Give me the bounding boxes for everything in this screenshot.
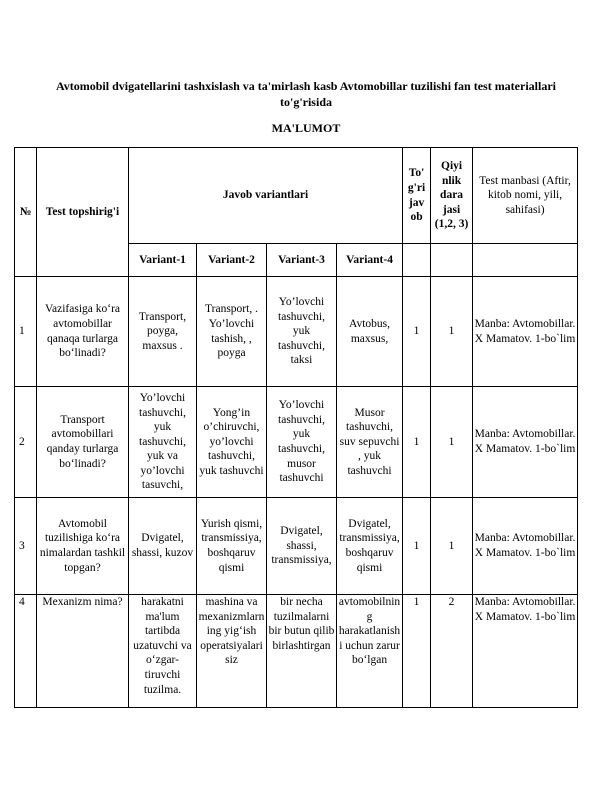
header-difficulty-text: Qiyi nlik dara jasi (1,2, 3): [434, 160, 469, 231]
header-empty-2: [431, 244, 473, 277]
row-num: 3: [15, 498, 37, 595]
test-table: [14, 147, 578, 708]
row-correct: 1: [403, 498, 431, 595]
row-variant-1: Dvigatel, shassi, kuzov: [129, 498, 197, 595]
row-correct: 1: [403, 277, 431, 387]
header-variant-4: Variant-4: [337, 244, 403, 277]
header-variant-1: Variant-1: [129, 244, 197, 277]
row-source: Manba: Avtomobillar. X Mamatov. 1-bo`lim: [473, 595, 578, 708]
row-variant-3: Yo’lovchi tashuvchi, yuk tashuvchi, taksi: [267, 277, 337, 387]
row-difficulty: 2: [431, 595, 473, 708]
document-subtitle: MA'LUMOT: [271, 121, 341, 135]
row-difficulty: 1: [431, 498, 473, 595]
header-empty-3: [473, 244, 578, 277]
row-variant-3: bir necha tuzilmalarni bir butun qilib birlashtirgan: [267, 595, 337, 708]
header-correct: To' g'ri jav ob: [403, 148, 431, 244]
row-source: Manba: Avtomobillar. X Mamatov. 1-bo`lim: [473, 277, 578, 387]
row-difficulty: 1: [431, 277, 473, 387]
row-variant-2: Transport, . Yo’lovchi tashish, , poyga: [197, 277, 267, 387]
row-source: Manba: Avtomobillar. X Mamatov. 1-bo`lim: [473, 387, 578, 498]
row-num: 4: [15, 595, 37, 708]
row-variant-2: mashina va mexanizmlarning yig‘ish operatsiyalarisiz: [197, 595, 267, 708]
row-variant-4: avtomobilning harakatlanishi uchun zarur bo‘lgan: [337, 595, 403, 708]
header-source: [473, 148, 578, 244]
row-task: Transport avtomobillari qanday turlarga bo‘linadi?: [37, 387, 129, 498]
table-row: [15, 595, 578, 708]
header-row: [15, 148, 578, 244]
table-row: [15, 387, 578, 498]
header-num: №: [15, 148, 37, 277]
table-row: [15, 498, 578, 595]
header-variant-3: Variant-3: [267, 244, 337, 277]
document-title: Avtomobil dvigatellarini tashxislash va ta'mirlash kasb Avtomobillar tuzilishi fan test materiallari to'g'risida: [55, 79, 556, 109]
row-num: 2: [15, 387, 37, 498]
header-variant-2: Variant-2: [197, 244, 267, 277]
row-task: Mexanizm nima?: [37, 595, 129, 708]
row-variant-2: Yurish qismi, transmissiya, boshqaruv qismi: [197, 498, 267, 595]
row-variant-3: Yo’lovchi tashuvchi, yuk tashuvchi, musor tashuvchi: [267, 387, 337, 498]
row-difficulty: 1: [431, 387, 473, 498]
header-empty-1: [403, 244, 431, 277]
header-difficulty: [431, 148, 473, 244]
row-variant-1: harakatni ma'lum tartibda uzatuvchi va o‘zgar-tiruvchi tuzilma.: [129, 595, 197, 708]
header-answers: Javob variantlari: [129, 148, 403, 244]
row-variant-4: Musor tashuvchi, suv sepuvchi , yuk tashuvchi: [337, 387, 403, 498]
header-source-text: Test manbasi (Aftir, kitob nomi, yili, sahifasi): [479, 174, 571, 216]
table-row: [15, 277, 578, 387]
header-task: Test topshirig'i: [37, 148, 129, 277]
row-task: Avtomobil tuzilishiga ko‘ra nimalardan tashkil topgan?: [37, 498, 129, 595]
row-num: 1: [15, 277, 37, 387]
row-variant-4: Avtobus, maxsus,: [337, 277, 403, 387]
row-correct: 1: [403, 595, 431, 708]
row-variant-1: Transport, poyga, maxsus .: [129, 277, 197, 387]
row-variant-1: Yo’lovchi tashuvchi, yuk tashuvchi, yuk va yo’lovchi tasuvchi,: [129, 387, 197, 498]
row-task: Vazifasiga ko‘ra avtomobillar qanaqa turlarga bo‘linadi?: [37, 277, 129, 387]
row-variant-3: Dvigatel, shassi, transmissiya,: [267, 498, 337, 595]
row-variant-2: Yong’in o’chiruvchi, yo’lovchi tashuvchi, yuk tashuvchi: [197, 387, 267, 498]
row-variant-4: Dvigatel, transmissiya, boshqaruv qismi: [337, 498, 403, 595]
row-correct: 1: [403, 387, 431, 498]
row-source: Manba: Avtomobillar. X Mamatov. 1-bo`lim: [473, 498, 578, 595]
